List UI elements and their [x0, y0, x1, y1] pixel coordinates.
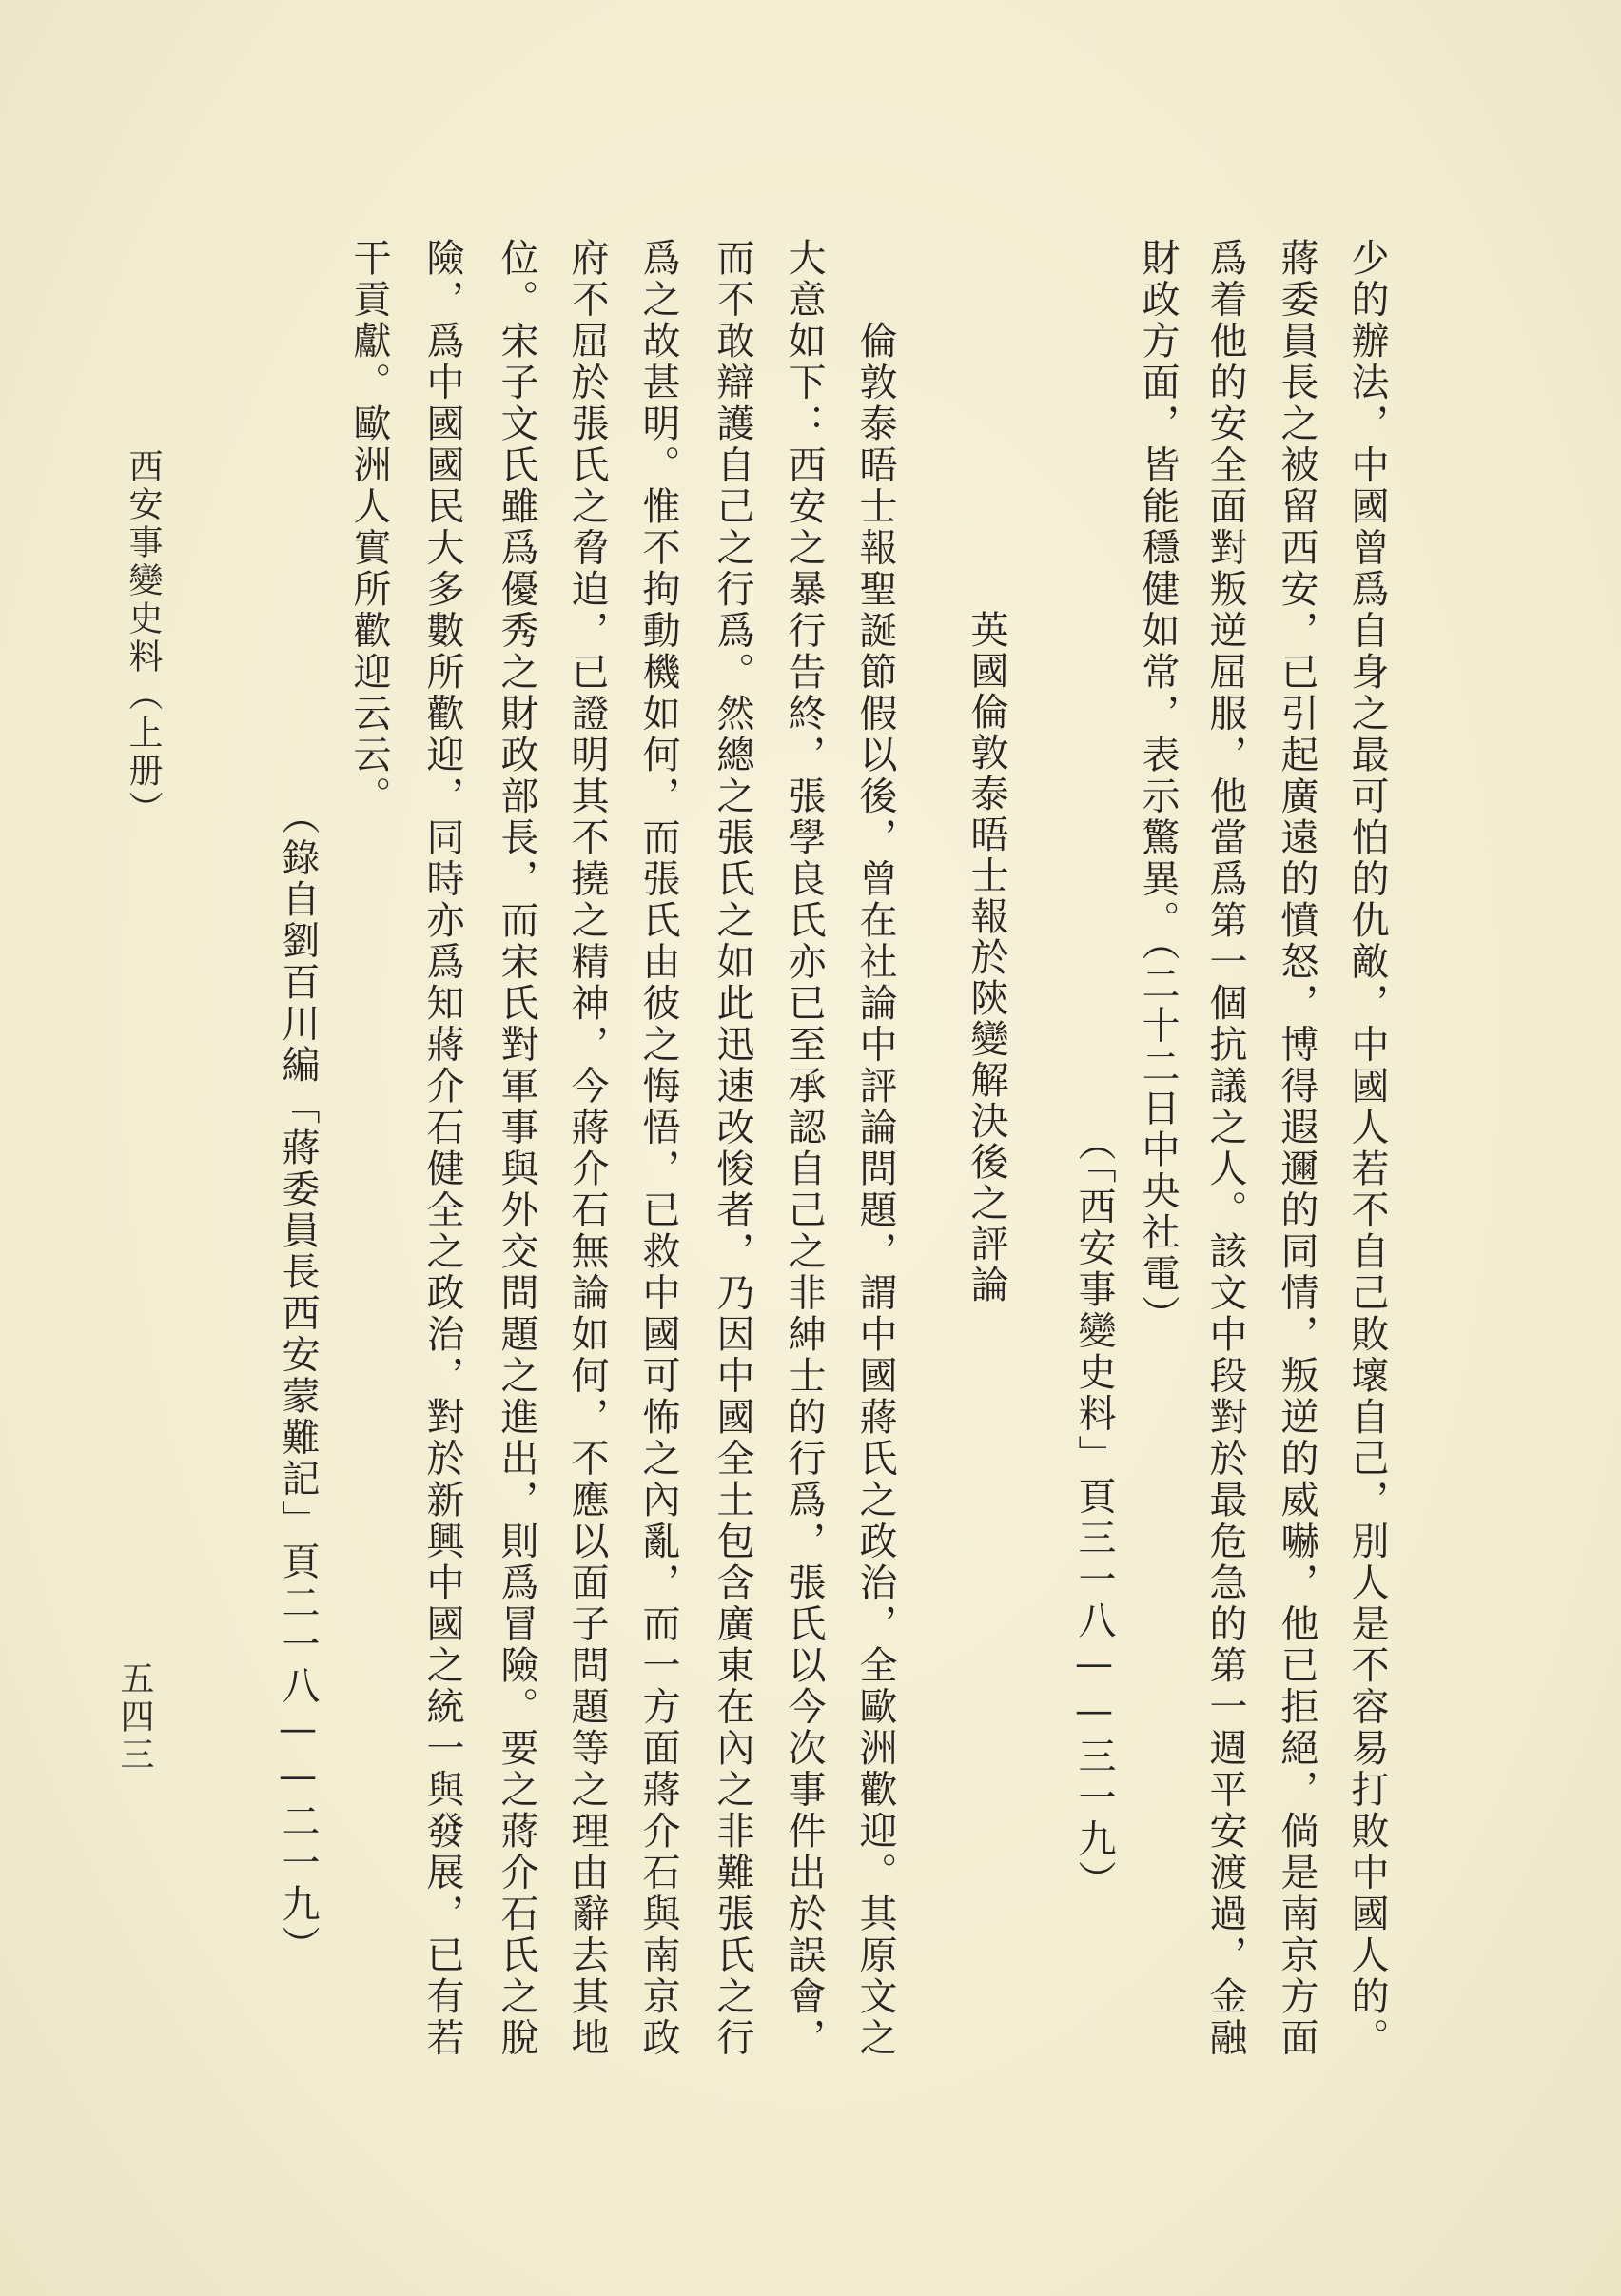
running-footer-book-title: 西安事變史料（上册） [124, 448, 163, 829]
body-line: 而不敢辯護自己之行爲。然總之張氏之如此迅速改悛者，乃因中國全土包含廣東在內之非難張氏之行 [711, 238, 754, 2059]
section-title: 英國倫敦泰晤士報於陝變解決後之評論 [965, 610, 1008, 1305]
body-line: 險，爲中國國民大多數所歡迎，同時亦爲知蔣介石健全之政治，對於新興中國之統一與發展，已有若 [420, 238, 464, 2059]
body-line: 位。宋子文氏雖爲優秀之財政部長，而宋氏對軍事與外交問題之進出，則爲冒險。要之蔣介石氏之脫 [495, 238, 538, 2059]
body-line: 少的辦法，中國曾爲自身之最可怕的仇敵，中國人若不自己敗壞自己，別人是不容易打敗中國人的。 [1345, 238, 1389, 2059]
body-line: 大意如下：西安之暴行告終，張學良氏亦已至承認自己之非紳士的行爲，張氏以今次事件出於誤會， [782, 238, 826, 2059]
body-line: 府不屈於張氏之脅迫，已證明其不撓之精神，今蔣介石無論如何，不應以面子問題等之理由辭去其地 [565, 238, 609, 2059]
body-line: 爲之故甚明。惟不拘動機如何，而張氏由彼之悔悟，已救中國可怖之內亂，而一方面蔣介石與南京政 [636, 238, 680, 2059]
source-citation: （「西安事變史料」頁三一八——三一九） [1072, 1123, 1116, 1902]
source-citation: （錄自劉百川編「蔣委員長西安蒙難記」頁二一八——二一九） [276, 796, 320, 1967]
body-line: 爲着他的安全面對叛逆屈服，他當爲第一個抗議之人。該文中段對於最危急的第一週平安渡過，金融 [1203, 238, 1247, 2059]
body-line: 倫敦泰晤士報聖誕節假以後，曾在社論中評論問題，謂中國蔣氏之政治，全歐洲歡迎。其原文之 [853, 321, 897, 2059]
body-line: 財政方面，皆能穩健如常，表示驚異。（二十二日中央社電） [1136, 238, 1180, 1337]
body-line: 蔣委員長之被留西安，已引起廣遠的憤怒，博得遐邇的同情，叛逆的威嚇，他已拒絕，倘是南京方面 [1275, 238, 1318, 2059]
page-number: 五四三 [115, 1660, 154, 1775]
body-line: 干貢獻。歐洲人實所歡迎云云。 [347, 238, 391, 817]
